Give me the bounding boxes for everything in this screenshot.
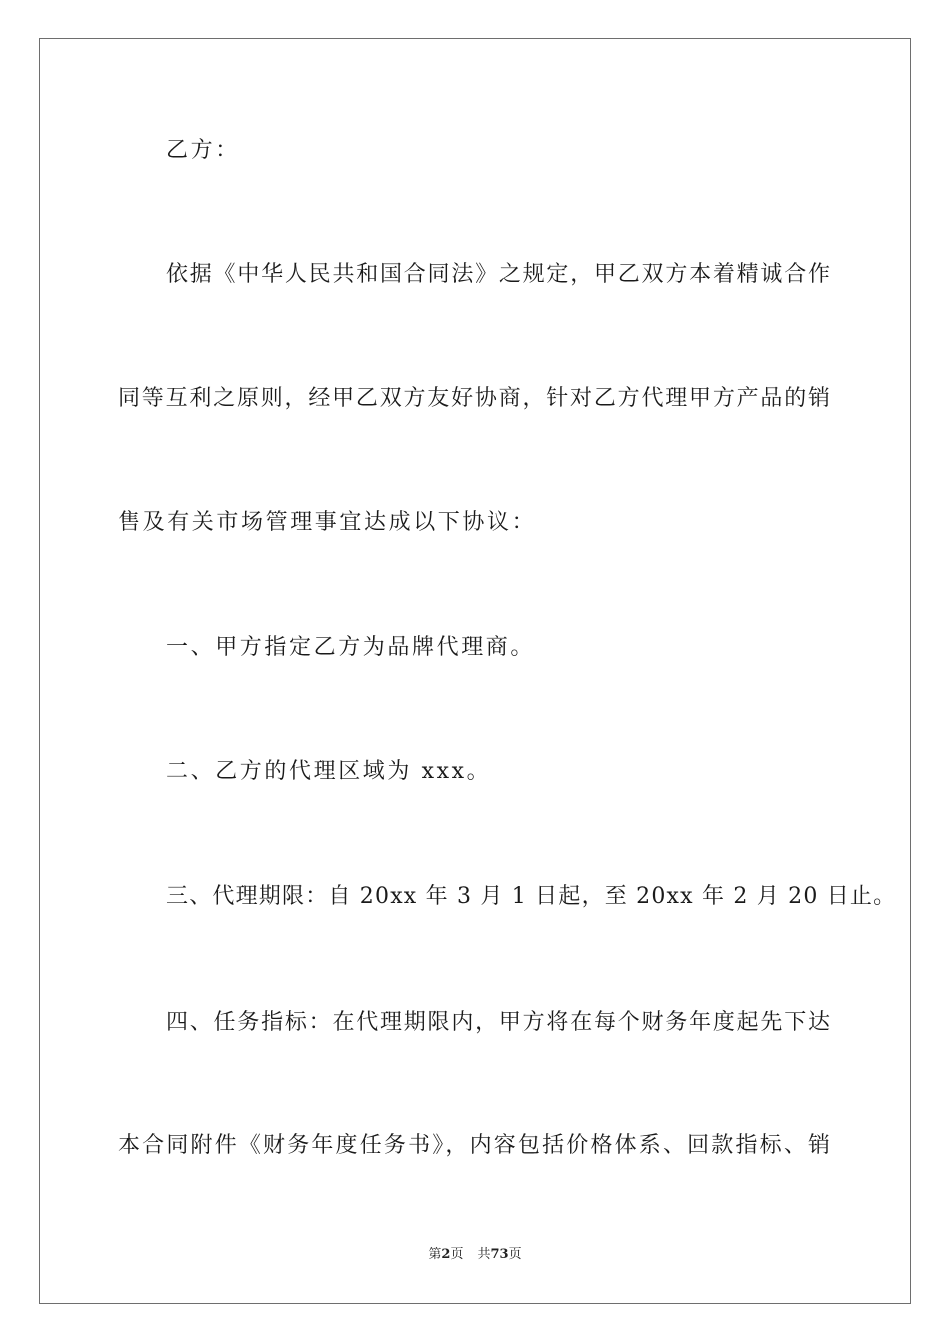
paragraph-line: 售及有关市场管理事宜达成以下协议： (118, 510, 537, 535)
clause-four-line: 本合同附件《财务年度任务书》，内容包括价格体系、回款指标、销 (118, 1133, 830, 1158)
footer-prefix: 第 (428, 1247, 442, 1262)
page-footer (0, 1246, 950, 1264)
current-page-number: 2 (441, 1247, 451, 1262)
party-b-label: 乙方： (166, 138, 240, 163)
paragraph-line: 同等互利之原则，经甲乙双方友好协商，针对乙方代理甲方产品的销 (118, 386, 830, 411)
clause-four-line: 四、任务指标：在代理期限内，甲方将在每个财务年度起先下达 (166, 1010, 830, 1035)
clause-two: 二、乙方的代理区域为 xxx。 (166, 759, 492, 784)
total-page-number: 73 (490, 1247, 509, 1262)
footer-total-suffix: 页 (508, 1247, 522, 1262)
page-border (39, 38, 911, 1304)
clause-one: 一、甲方指定乙方为品牌代理商。 (166, 635, 536, 660)
paragraph-line: 依据《中华人民共和国合同法》之规定，甲乙双方本着精诚合作 (166, 262, 830, 287)
clause-three: 三、代理期限：自 20xx 年 3 月 1 日起，至 20xx 年 2 月 20 日止。 (166, 884, 897, 909)
footer-page-suffix: 页 (450, 1247, 464, 1262)
footer-total-prefix: 共 (477, 1247, 491, 1262)
